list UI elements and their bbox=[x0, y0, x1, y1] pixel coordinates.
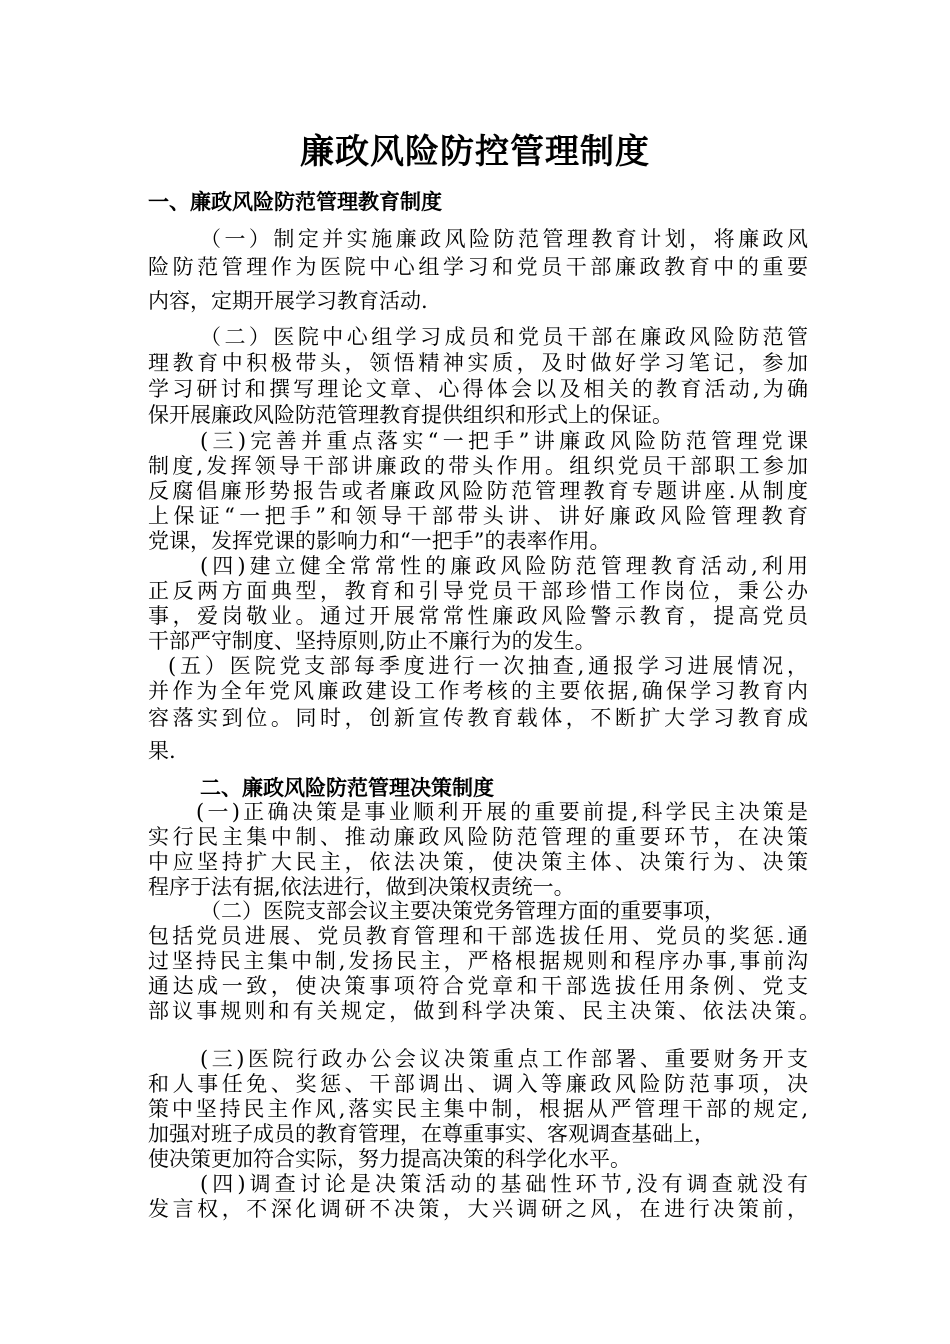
document-title: 廉政风险防控管理制度 bbox=[300, 132, 650, 172]
paragraph-line: 加强对班子成员的教育管理，在尊重事实、客观调查基础上， bbox=[148, 1122, 715, 1146]
paragraph-line: 理教育中积极带头，领悟精神实质，及时做好学习笔记，参加 bbox=[148, 351, 808, 375]
paragraph-line: 反腐倡廉形势报告或者廉政风险防范管理教育专题讲座.从制度 bbox=[148, 479, 808, 503]
paragraph-line: 使决策更加符合实际，努力提高决策的科学化水平。 bbox=[148, 1147, 631, 1171]
paragraph-line: 险防范管理作为医院中心组学习和党员干部廉政教育中的重要 bbox=[148, 255, 808, 279]
paragraph-line: 干部严守制度、坚持原则,防止不廉行为的发生。 bbox=[148, 629, 596, 653]
paragraph-line: (四)调查讨论是决策活动的基础性环节,没有调查就没有 bbox=[200, 1172, 808, 1196]
section-heading-1: 一、廉政风险防范管理教育制度 bbox=[148, 190, 442, 214]
paragraph-line: 党课，发挥党课的影响力和“一把手”的表率作用。 bbox=[148, 529, 611, 553]
paragraph-line: 程序于法有据,依法进行，做到决策权责统一。 bbox=[148, 875, 575, 899]
paragraph-line: 通达成一致，使决策事项符合党章和干部选拔任用条例、党支 bbox=[148, 974, 808, 998]
paragraph-line: 并作为全年党风廉政建设工作考核的主要依据,确保学习教育内 bbox=[148, 679, 808, 703]
paragraph-line: (四)建立健全常常性的廉政风险防范管理教育活动,利用 bbox=[200, 554, 808, 578]
paragraph-line: （二）医院支部会议主要决策党务管理方面的重要事项， bbox=[200, 899, 725, 923]
paragraph-line: 实行民主集中制、推动廉政风险防范管理的重要环节，在决策 bbox=[148, 825, 808, 849]
paragraph-line: 果. bbox=[148, 739, 176, 763]
paragraph-line: 上保证“一把手”和领导干部带头讲、讲好廉政风险管理教育 bbox=[148, 504, 808, 528]
paragraph-line: （一）制定并实施廉政风险防范管理教育计划，将廉政风 bbox=[200, 227, 808, 251]
paragraph-line: 内容，定期开展学习教育活动. bbox=[148, 289, 428, 313]
paragraph-line: (三)完善并重点落实“一把手”讲廉政风险防范管理党课 bbox=[200, 429, 808, 453]
paragraph-line: (一)正确决策是事业顺利开展的重要前提,科学民主决策是 bbox=[196, 800, 808, 824]
paragraph-line: (三)医院行政办公会议决策重点工作部署、重要财务开支 bbox=[200, 1047, 808, 1071]
paragraph-line: 中应坚持扩大民主，依法决策，使决策主体、决策行为、决策 bbox=[148, 850, 808, 874]
paragraph-line: 正反两方面典型，教育和引导党员干部珍惜工作岗位，秉公办 bbox=[148, 579, 808, 603]
paragraph-line: （二）医院中心组学习成员和党员干部在廉政风险防范管 bbox=[200, 325, 808, 349]
paragraph-line: 部议事规则和有关规定，做到科学决策、民主决策、依法决策。 bbox=[148, 999, 820, 1023]
paragraph-line: 容落实到位。同时，创新宣传教育载体，不断扩大学习教育成 bbox=[148, 706, 808, 730]
paragraph-line: 学习研讨和撰写理论文章、心得体会以及相关的教育活动,为确 bbox=[148, 377, 808, 401]
paragraph-line: 和人事任免、奖惩、干部调出、调入等廉政风险防范事项，决 bbox=[148, 1072, 808, 1096]
paragraph-line: 事，爱岗敬业。通过开展常常性廉政风险警示教育，提高党员 bbox=[148, 604, 808, 628]
paragraph-line: (五）医院党支部每季度进行一次抽查,通报学习进展情况， bbox=[168, 654, 808, 678]
paragraph-line: 发言权，不深化调研不决策，大兴调研之风，在进行决策前， bbox=[148, 1197, 808, 1221]
paragraph-line: 包括党员进展、党员教育管理和干部选拔任用、党员的奖惩.通 bbox=[148, 924, 808, 948]
paragraph-line: 策中坚持民主作风,落实民主集中制，根据从严管理干部的规定, bbox=[148, 1097, 808, 1121]
paragraph-line: 过坚持民主集中制,发扬民主，严格根据规则和程序办事,事前沟 bbox=[148, 949, 808, 973]
paragraph-line: 保开展廉政风险防范管理教育提供组织和形式上的保证。 bbox=[148, 403, 673, 427]
section-heading-2: 二、廉政风险防范管理决策制度 bbox=[200, 776, 494, 800]
paragraph-line: 制度,发挥领导干部讲廉政的带头作用。组织党员干部职工参加 bbox=[148, 454, 808, 478]
